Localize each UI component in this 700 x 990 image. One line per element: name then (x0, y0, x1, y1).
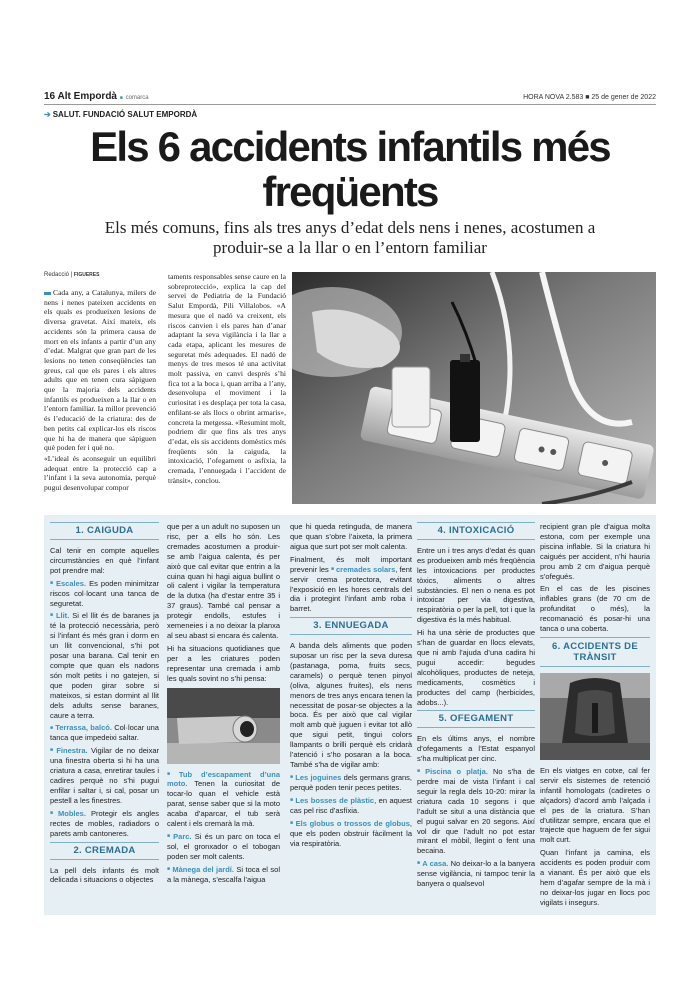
subheadline: Els més comuns, fins als tres anys d’edat dels nens i nenes, acostumen a produir-se a la llar o en l’entorn familiar (104, 218, 596, 257)
section-heading-transit: 6. ACCIDENTS DE TRÀNSIT (540, 637, 650, 667)
list-item: ■ Tub d’escapament d’una moto. Tenen la curiositat de tocar-lo quan el vehicle està parat, sense saber que si la moto acaba d’aparcar, el tub serà calent i els cremarà la mà. (167, 770, 280, 830)
list-item: ■ Finestra. Vigilar de no deixar una finestra oberta si hi ha una criatura a casa, enretirar taules i cadires perquè no s’hi pugui enfilar i saltar i, si cal, posar un pestell a les finestres. (50, 746, 159, 806)
list-item: ■ Les joguines dels germans grans, perquè poden tenir peces petites. (290, 773, 412, 793)
transit-paragraph-1: En els viatges en cotxe, cal fer servir els sistemes de retenció infantil homologats (cadiretes o alçadors) d’acord amb l’alçada i el pes de la criatura. S’han d’utilitzar sempre, encara que el trajecte que haguem de fer sigui molt curt. (540, 765, 650, 845)
caiguda-intro: Cal tenir en compte aquelles circumstàncies en què l’infant pot prendre mal: (50, 545, 159, 575)
list-item: ■ Els globus o trossos de globus, que els poden obstruir fàcilment la via respiratòria. (290, 819, 412, 849)
intro-paragraph-1: Cada any, a Catalunya, milers de nens i nenes pateixen accidents en els quals es produeixen lesions de diversa gravetat. Així mateix, els accidents són la primera causa de mort en els infants a partir d’un any d’edat. Malgrat que gran part de les lesions no tenen conseqüències tan greus, cal que els pares i els altres adults que en tenen cura sàpiguen que la majoria dels accidents infantils es produeixen a la llar o en l’entorn familiar. Ia millor prevenció és l’educació de la criatura: des de ben petits cal explicar-los els riscos que hi ha de manera que sàpiguen què poden fer i què no. (44, 288, 156, 453)
ennuegada-paragraph-1: A banda dels aliments que poden suposar un risc per la seva duresa (pastanaga, poma, fruits secs, caramels) o perquè tenen pinyol (oliva, algunes fruites), els nens menors de tres anys encara tenen la necessitat de posar-se objectes a la boca. És per això que cal vigilar molt amb què juguen i evitar tot allò que sigui petit, tingui colors llampants o brilli perquè els cridarà l’atenció i s’ho posaran a la boca. També s’ha de vigilar amb: (290, 641, 412, 769)
list-item: ■ Les bosses de plàstic, en aquest cas pel risc d’asfíxia. (290, 796, 412, 816)
byline: Redacció | FIGUERES (44, 272, 100, 278)
tips-column-5 (540, 522, 650, 911)
section-heading-ofegament: 5. OFEGAMENT (417, 710, 535, 728)
list-item: ■ Terrassa, balcó. Col·locar una tanca que impedeixi saltar. (50, 723, 159, 743)
list-item: ■ Parc. Si és un parc on toca el sol, el gronxador o el tobogan poden ser molt calents. (167, 832, 280, 862)
headline: Els 6 accidents infantils més freqüents (90, 123, 610, 215)
cremada-paragraph-1-start: La pell dels infants és molt delicada i situacions o objectes (50, 865, 159, 885)
section-heading-intoxicacio: 4. INTOXICACIÓ (417, 522, 535, 540)
list-item: ■ Escales. Es poden minimitzar riscos col·locant una tanca de seguretat. (50, 579, 159, 609)
intro-column-1 (44, 288, 156, 494)
section-heading-cremada: 2. CREMADA (50, 842, 159, 860)
power-strip-illustration (292, 272, 656, 504)
intro-paragraph-2-cont: taments responsables sense caure en la sobreprotecció», explica la cap del servei de Pediatria de la Fundació Salut Empordà, Pili Villalobos. «A mesura que el nadó va creixent, els riscos canvien i els pares han d’anar adaptant la seva vigilància i la llar a cada etapa, aplicant les mesures de seguretat més adequades. El nadó de menys de tres mesos té una activitat molt passiva, en canvi després s’hi fica tot a la boca i, quan arriba a l’any, desenvolupa el moviment i la curiositat i es desplaça per tota la casa, enfilant-se als llocs o obrint armaris», concreta la metgessa. «Resumint molt, podriem dir que fins als tres anys d’edat, els sis accidents domèstics més freqüents són la caiguda, la intoxicació, l’ofegament o asfíxia, la cremada, l’ennuegada i l’accident de trànsit», conclou. (168, 272, 286, 485)
cremada-paragraph-2: Hi ha situacions quotidianes que per a les criatures poden representar una cremada i amb les quals sovint no s’hi pensa: (167, 643, 280, 683)
intro-paragraph-2: «L’ideal és aconseguir un equilibri adequat entre la protecció cap a l’infant i la seva autonomia, perquè pugui desenvolupar compor (44, 453, 156, 493)
intoxicacio-paragraph-2: Hi ha una sèrie de productes que s’han de guardar en llocs elevats, que ni amb l’ajuda d’una cadira hi pugui accedir: begudes alcohòliques, productes de neteja, medicaments, cosmètics i productes del camp (herbicides, adobs...). (417, 628, 535, 707)
page-number: 16 Alt Empordà ■ comarca (44, 91, 149, 102)
tips-column-3 (290, 522, 412, 851)
kicker: ➔ SALUT. FUNDACIÓ SALUT EMPORDÀ (44, 110, 198, 119)
child-car-seat-photo (540, 673, 650, 760)
cremada-paragraph-3: Finalment, és molt important prevenir les ■ cremades solars, fent servir crema protectora, evitant l’exposició en les hores centrals del dia i protegint l’infant amb roba i barret. (290, 555, 412, 615)
top-rule (44, 104, 656, 105)
home-text-cont: recipient gran ple d’aigua molta estona, com per exemple una piscina inflable. Si la criatura hi caigués per accident, n’hi hauria prou amb 2 cm d’aigua perquè s’ofegués. (540, 522, 650, 581)
tips-column-2 (167, 522, 280, 888)
section-heading-ennuegada: 3. ENNUEGADA (290, 617, 412, 635)
arrow-right-icon: ➔ (44, 110, 51, 119)
ofegament-paragraph-1: En els últims anys, el nombre d’ofegaments a l’Estat espanyol s’ha multiplicat per cinc. (417, 734, 535, 764)
page-folio (44, 91, 656, 105)
cremada-paragraph-1-cont: que per a un adult no suposen un risc, per a ells ho són. Les cremades acostumen a produir-se amb l’aigua calenta, és per això que cal evitar que entrin a la cuina quan hi hagi aigua bullint o oli calent i vigilar la temperatura de la dutxa (ha d’estar entre 35 i 37 graus). També cal pensar a protegir endolls, estufes i xemeneies i a no deixar la planxa al seu abast si encara és calenta. (167, 522, 280, 640)
square-bullet-icon (44, 292, 51, 295)
car-seat-illustration (540, 673, 650, 760)
list-item: ■ Mànega del jardí. Si toca el sol a la mànega, s’escalfa l’aigua (167, 865, 280, 885)
transit-paragraph-2: Quan l’infant ja camina, els accidents es poden produir com a vianant. És per això que els hem d’agafar sempre de la mà i no deixar-los jugar en llocs poc vigilats i insegurs. (540, 848, 650, 907)
list-item: ■ Piscina o platja. No s’ha de perdre mai de vista l’infant i cal seguir la regla dels 10-20: mirar la criatura cada 10 segons i que l’adult se situï a una distància que el pugui salvar en 20 segons. Així vol dir que l’adult no pot estar mirant el mòbil, llegint o fent una becaina. (417, 767, 535, 856)
list-item: ■ Llit. Si el llit és de baranes ja té la protecció necessària, però si l’infant és més gran i dorm en un llit convencional, s’hi pot posar una barana. Cal tenir en compte que quan els nadons són molt petits i no gatejen, si que poden girar sobre si mateixos, si estan dormint al llit dels adults sense baranes, caure a terra. (50, 611, 159, 720)
tips-column-4 (417, 522, 535, 892)
list-item: ■ Mobles. Protegir els angles rectes de mobles, radiadors o parets amb cantoneres. (50, 809, 159, 839)
section-heading-caiguda: 1. CAIGUDA (50, 522, 159, 540)
hose-text-cont: que hi queda retinguda, de manera que quan s’obre l’aixeta, la primera aigua que surt pot ser molt calenta. (290, 522, 412, 551)
intoxicacio-paragraph-1: Entre un i tres anys d’edat és quan es produeixen amb més freqüència les intoxicacions per productes tòxics, aliments o altres substàncies. El nen o nena es pot intoxicar per via digestiva, respiratòria o per la pell, tot i que la digestiva és la més habitual. (417, 545, 535, 625)
list-item: ■ A casa. No deixar-lo a la banyera sense vigilància, ni tampoc tenir la banyera o qualsevol (417, 859, 535, 889)
issue-date: HORA NOVA 2.583 ■ 25 de gener de 2022 (523, 94, 656, 101)
tips-column-1 (50, 522, 159, 888)
power-strip-photo (292, 272, 656, 504)
exhaust-pipe-illustration (167, 688, 280, 764)
exhaust-pipe-photo (167, 688, 280, 764)
intro-column-2 (168, 272, 286, 486)
ofegament-paragraph-2: En el cas de les piscines inflables grans (de 70 cm de profunditat o més), la recomanació és posar-hi una tanca o una coberta. (540, 584, 650, 634)
